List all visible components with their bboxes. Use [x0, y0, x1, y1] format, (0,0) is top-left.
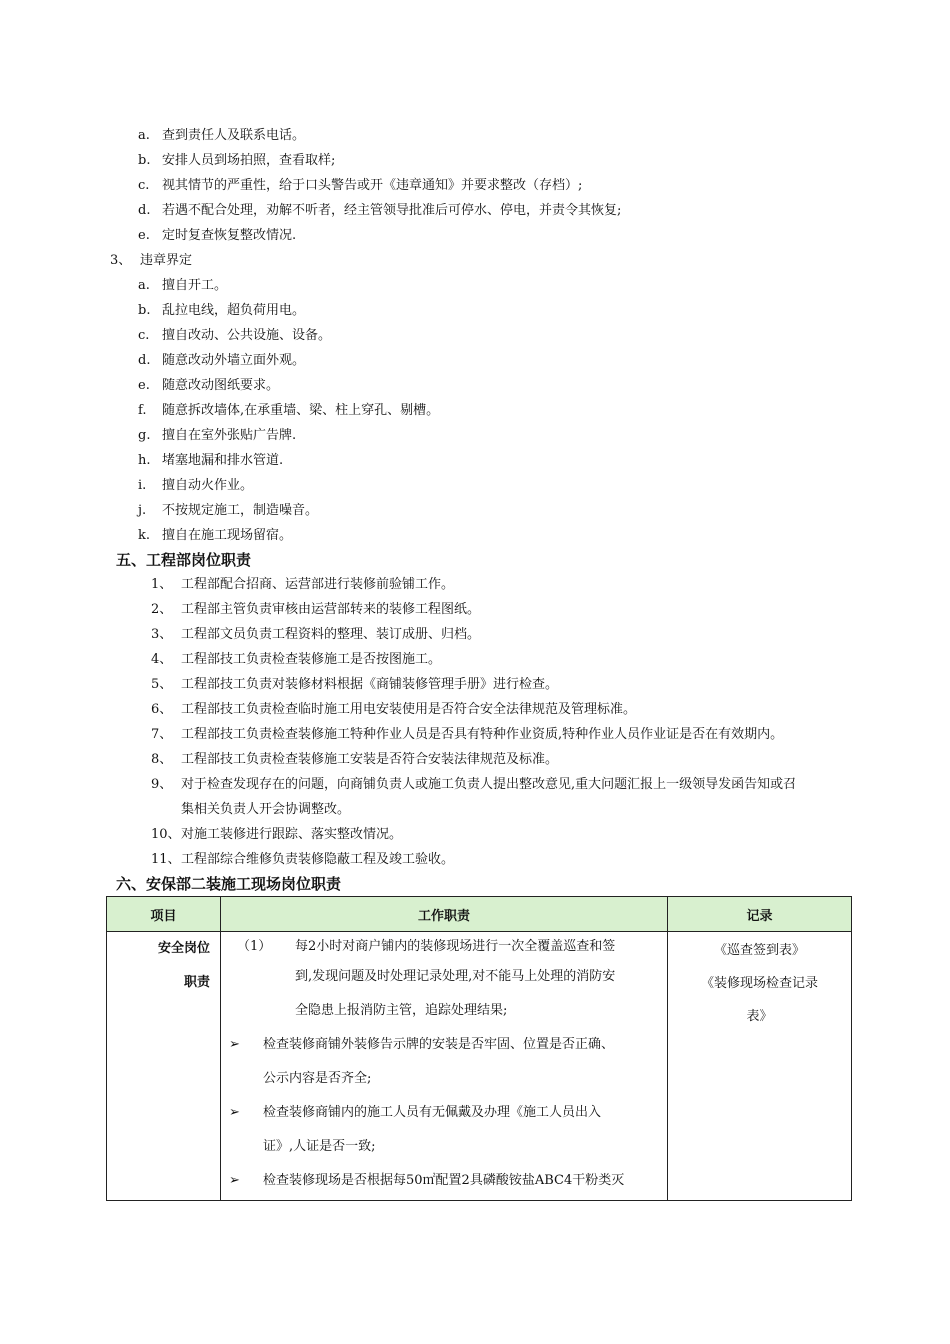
list-item: 4、 工程部技工负责检查装修施工是否按图施工。: [151, 652, 442, 667]
list-item: c. 视其情节的严重性，给于口头警告或开《违章通知》并要求整改（存档）;: [138, 178, 583, 193]
header-record: 记录: [668, 897, 852, 932]
list-item: 3、 工程部文员负责工程资料的整理、装订成册、归档。: [151, 627, 481, 642]
duty-text-line: 到,发现问题及时处理记录处理,对不能马上处理的消防安: [295, 969, 616, 984]
section-heading: 3、 违章界定: [110, 253, 193, 268]
item-label-line2: 职责: [183, 975, 210, 990]
header-item: 项目: [107, 897, 221, 932]
arrow-bullet-icon: ➢: [229, 1105, 240, 1120]
list-item: c. 擅自改动、公共设施、设备。: [138, 328, 332, 343]
duty-cell: [221, 932, 668, 1201]
record-cell: [668, 932, 852, 1201]
list-item: 1、 工程部配合招商、运营部进行装修前验铺工作。: [151, 577, 455, 592]
duty-table: [106, 896, 852, 1201]
section-heading-5: 五、工程部岗位职责: [116, 551, 252, 569]
list-item: 6、 工程部技工负责检查临时施工用电安装使用是否符合安全法律规范及管理标准。: [151, 702, 637, 717]
list-item: e. 随意改动图纸要求。: [138, 378, 280, 393]
list-item: 2、 工程部主管负责审核由运营部转来的装修工程图纸。: [151, 602, 481, 617]
list-item: i. 擅自动火作业。: [138, 478, 254, 493]
arrow-bullet-icon: ➢: [229, 1173, 240, 1188]
list-item: 7、 工程部技工负责检查装修施工特种作业人员是否具有特种作业资质,特种作业人员作业证是否在有效期内。: [151, 727, 784, 742]
list-item: 8、 工程部技工负责检查装修施工安装是否符合安装法律规范及标准。: [151, 752, 559, 767]
bullet-item: ➢ 检查装修商铺内的施工人员有无佩戴及办理《施工人员出入: [229, 1096, 659, 1130]
section-heading-6: 六、安保部二装施工现场岗位职责: [116, 875, 342, 893]
list-item: b. 乱拉电线，超负荷用电。: [138, 303, 306, 318]
list-item: e. 定时复查恢复整改情况.: [138, 228, 297, 243]
list-item: d. 随意改动外墙立面外观。: [138, 353, 306, 368]
list-item: a. 擅自开工。: [138, 278, 228, 293]
record-line: 《巡查签到表》: [713, 943, 805, 958]
item-label-line1: 安全岗位: [157, 941, 210, 956]
list-item: k. 擅自在施工现场留宿。: [138, 528, 293, 543]
bullet-item: ➢ 检查装修商铺外装修告示牌的安装是否牢固、位置是否正确、: [229, 1028, 659, 1062]
duty-item-1: [229, 936, 659, 958]
bullet-continuation: 证》,人证是否一致;: [263, 1139, 376, 1154]
bullet-item: ➢ 检查装修现场是否根据每50㎡配置2具磷酸铵盐ABC4干粉类灭: [229, 1164, 659, 1198]
list-item: b. 安排人员到场拍照，查看取样;: [138, 153, 336, 168]
list-item: g. 擅自在室外张贴广告牌.: [138, 428, 297, 443]
header-duty: 工作职责: [221, 897, 668, 932]
list-item: 5、 工程部技工负责对装修材料根据《商铺装修管理手册》进行检查。: [151, 677, 559, 692]
bullet-continuation: 公示内容是否齐全;: [263, 1071, 372, 1086]
list-item: f. 随意拆改墙体,在承重墙、梁、柱上穿孔、剔槽。: [138, 403, 440, 418]
duty-text-line: 全隐患上报消防主管，追踪处理结果;: [295, 1003, 508, 1018]
list-item: 10、对施工装修进行跟踪、落实整改情况。: [151, 827, 403, 842]
list-item: 9、 对于检查发现存在的问题，向商铺负责人或施工负责人提出整改意见,重大问题汇报上一级领导发函告知或召: [151, 777, 797, 792]
list-item: h. 堵塞地漏和排水管道.: [138, 453, 284, 468]
duty-text-line: 每2小时对商户铺内的装修现场进行一次全覆盖巡查和签: [295, 939, 616, 954]
list-item: d. 若遇不配合处理，劝解不听者，经主管领导批准后可停水、停电，并责令其恢复;: [138, 203, 622, 218]
table-header-row: [107, 897, 852, 932]
list-item: a. 查到责任人及联系电话。: [138, 128, 306, 143]
table-row: [107, 932, 852, 1201]
record-line: 表》: [746, 1009, 773, 1024]
list-item: j. 不按规定施工，制造噪音。: [138, 503, 319, 518]
record-line: 《装修现场检查记录: [700, 976, 818, 991]
list-item: 11、工程部综合维修负责装修隐蔽工程及竣工验收。: [151, 852, 455, 867]
arrow-bullet-icon: ➢: [229, 1037, 240, 1052]
list-item: 集相关负责人开会协调整改。: [181, 802, 351, 817]
duty-number: （1）: [237, 939, 272, 954]
item-cell: [107, 932, 221, 1201]
